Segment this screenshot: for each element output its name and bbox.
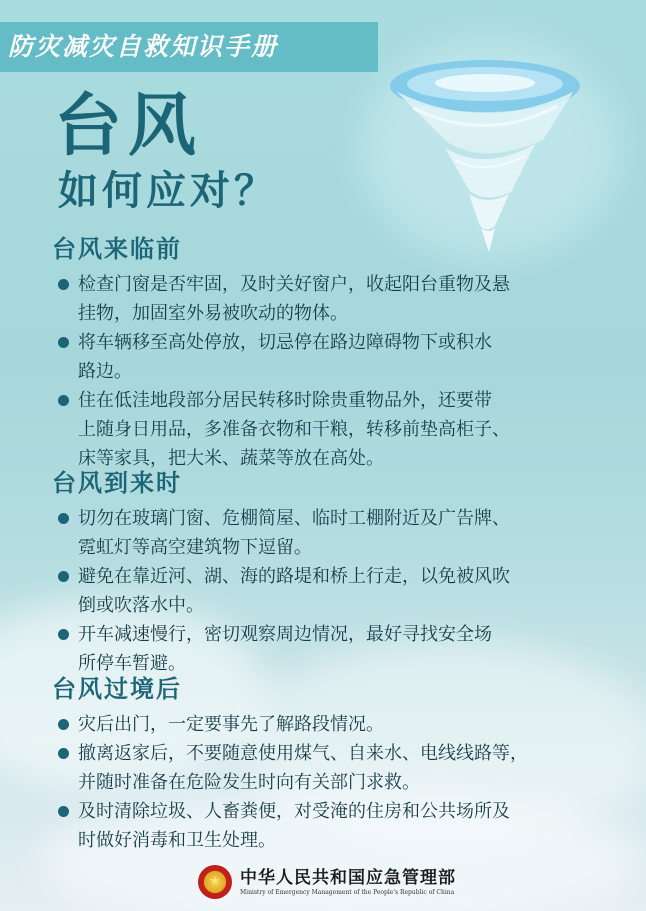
list-item: [52, 562, 612, 620]
org-name-en: Ministry of Emergency Management of the People's Republic of China: [240, 888, 455, 896]
bullet-dot: [58, 571, 69, 582]
bullet-dot: [58, 748, 69, 759]
section-before: [52, 232, 612, 473]
section-after: [52, 672, 612, 855]
list-item: [52, 328, 612, 386]
item-line: 避免在靠近河、湖、海的路堤和桥上行走，以免被风吹: [78, 566, 510, 587]
list-item: [52, 386, 612, 473]
item-line: 所停车暂避。: [78, 653, 186, 674]
bullet-dot: [58, 279, 69, 290]
bullet-dot: [58, 337, 69, 348]
section-heading: 台风过境后: [52, 675, 182, 703]
item-line: 霓虹灯等高空建筑物下逗留。: [78, 537, 312, 558]
page-title: 台风: [54, 87, 203, 166]
list-item: [52, 620, 612, 678]
org-name-block: [240, 868, 456, 897]
footer-logo: [198, 860, 456, 904]
section-heading: 台风来临前: [52, 235, 182, 263]
item-line: 灾后出门，一定要事先了解路段情况。: [78, 714, 384, 735]
item-line: 检查门窗是否牢固，及时关好窗户，收起阳台重物及悬: [78, 274, 510, 295]
item-line: 开车减速慢行，密切观察周边情况，最好寻找安全场: [78, 624, 492, 645]
item-line: 倒或吹落水中。: [78, 595, 204, 616]
list-item: [52, 797, 612, 855]
list-item: [52, 739, 612, 797]
item-line: 及时清除垃圾、人畜粪便，对受淹的住房和公共场所及: [78, 801, 510, 822]
bullet-dot: [58, 629, 69, 640]
bullet-dot: [58, 513, 69, 524]
item-line: 将车辆移至高处停放，切忌停在路边障碍物下或积水: [78, 332, 492, 353]
list-item: [52, 710, 612, 739]
item-line: 路边。: [78, 361, 132, 382]
section-during: [52, 466, 612, 678]
bullet-dot: [58, 806, 69, 817]
item-line: 挂物，加固室外易被吹动的物体。: [78, 303, 348, 324]
item-line: 上随身日用品，多准备衣物和干粮，转移前垫高柜子、: [78, 419, 510, 440]
typhoon-illustration: [385, 48, 585, 258]
item-line: 床等家具，把大米、蔬菜等放在高处。: [78, 448, 384, 469]
org-name-cn: 中华人民共和国应急管理部: [240, 867, 456, 888]
list-item: [52, 504, 612, 562]
page-subtitle: 如何应对？: [58, 168, 278, 214]
list-item: [52, 270, 612, 328]
national-emblem-icon: ★: [198, 865, 232, 899]
item-line: 住在低洼地段部分居民转移时除贵重物品外，还要带: [78, 390, 492, 411]
bullet-dot: [58, 719, 69, 730]
bullet-dot: [58, 395, 69, 406]
handbook-banner: 防灾减灾自救知识手册: [0, 22, 378, 72]
item-line: 并随时准备在危险发生时向有关部门求救。: [78, 772, 420, 793]
item-line: 切勿在玻璃门窗、危棚简屋、临时工棚附近及广告牌、: [78, 508, 510, 529]
item-line: 时做好消毒和卫生处理。: [78, 830, 276, 851]
section-heading: 台风到来时: [52, 469, 182, 497]
item-line: 撤离返家后，不要随意使用煤气、自来水、电线线路等，: [78, 743, 528, 764]
